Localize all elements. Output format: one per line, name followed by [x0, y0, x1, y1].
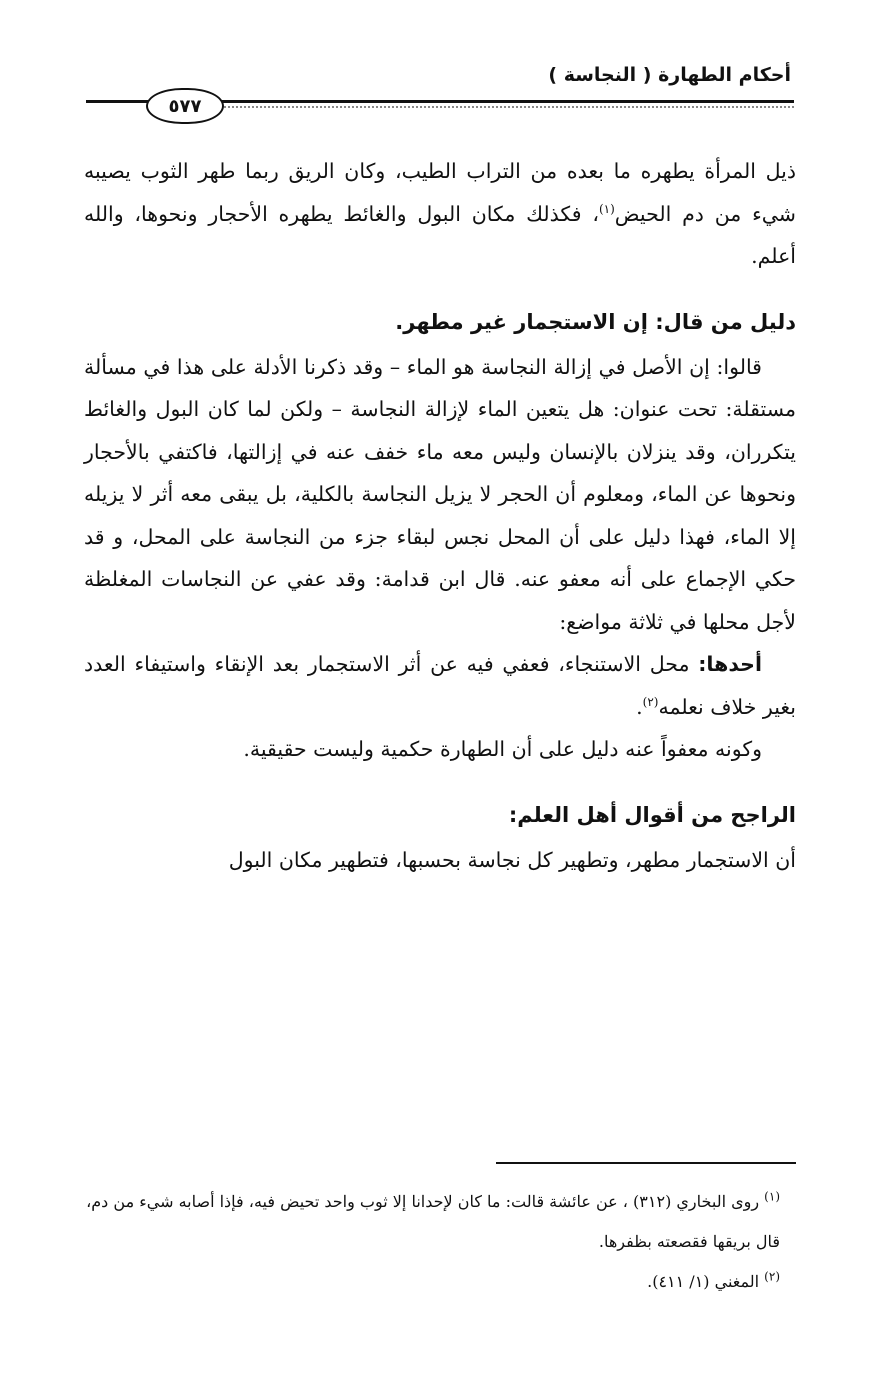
paragraph-2: قالوا: إن الأصل في إزالة النجاسة هو الماء – وقد ذكرنا الأدلة على هذا في مسألة مستقلة: تحت عنوان: هل يتعين الماء لإزالة النجاسة – ولكن لما كان البول والغائط يتكرران، وقد ينزلان بالإنسان وليس معه ماء خفف عنه في إزالتها، فاكتفي بالأحجار ونحوها عن الماء، ومعلوم أن الحجر لا يزيل النجاسة بالكلية، بل يبقى معه أثر لا يزيله إلا الماء، فهذا دليل على أن المحل نجس لبقاء جزء من النجاسة على المحل، و قد حكي الإجماع على أنه معفو عنه. قال ابن قدامة: وقد عفي عن النجاسات المغلظة لأجل محلها في ثلاثة مواضع: — [84, 354, 796, 634]
running-title: أحكام الطهارة ( النجاسة ) — [548, 64, 791, 86]
page-number: ٥٧٧ — [146, 88, 224, 124]
footnote-ref-2: (٢) — [642, 694, 659, 709]
footnote-1: $^{(١)}$ روى البخاري (٣١٢) ، عن عائشة قالت: ما كان لإحدانا إلا ثوب واحد تحيض فيه، فإذا أصابه شيء من دم، قال بريقها فقصعته بظفرها. — [86, 1189, 780, 1251]
section-heading-evidence: دليل من قال: إن الاستجمار غير مطهر. — [395, 309, 796, 334]
footnote-2: $^{(٢)}$ المغني (١/ ٤١١). — [647, 1269, 780, 1291]
paragraph-1: ذيل المرأة يطهره ما بعده من التراب الطيب، وكان الريق ربما طهر الثوب يصيبه شيء من دم الحيض$^{(١)}$، فكذلك مكان البول والغائط يطهره الأحجار ونحوها، والله أعلم. — [84, 159, 796, 268]
bold-lead-first: أحدها: — [698, 652, 762, 676]
footnotes — [84, 1182, 796, 1302]
footnote-ref-1: (١) — [598, 201, 615, 216]
main-text — [84, 150, 796, 881]
paragraph-4: وكونه معفواً عنه دليل على أن الطهارة حكمية وليست حقيقية. — [243, 737, 762, 761]
footnote-marker-1: (١) — [764, 1189, 780, 1204]
section-heading-preferred: الراجح من أقوال أهل العلم: — [508, 802, 796, 827]
paragraph-5: أن الاستجمار مطهر، وتطهير كل نجاسة بحسبها، فتطهير مكان البول — [228, 847, 796, 872]
footnote-marker-2: (٢) — [764, 1269, 780, 1284]
header-rule-dotted — [220, 106, 794, 108]
paragraph-3: أحدها: محل الاستنجاء، فعفي فيه عن أثر الاستجمار بعد الإنقاء واستيفاء العدد بغير خلاف نعلمه$^{(٢)}$. — [84, 652, 796, 719]
footnote-separator — [496, 1162, 796, 1164]
